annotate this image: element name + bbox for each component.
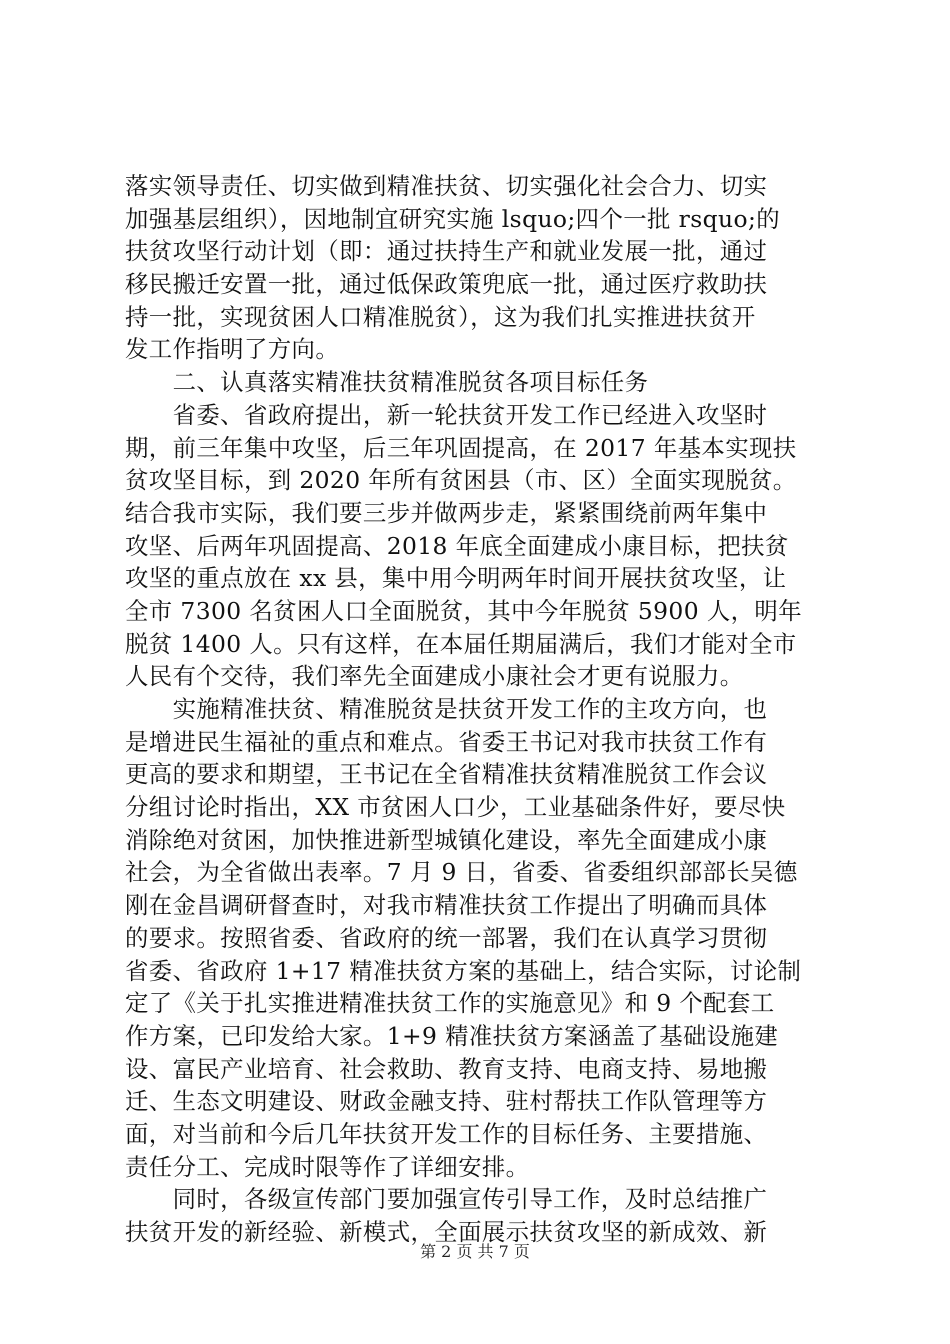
text-line: 扶贫开发的新经验、新模式，全面展示扶贫攻坚的新成效、新 [125,1218,768,1246]
text-line: 同时，各级宣传部门要加强宣传引导工作，及时总结推广 [125,1185,768,1214]
text-line: 实施精准扶贫、精准脱贫是扶贫开发工作的主攻方向，也 [125,695,768,723]
text-line: 发工作指明了方向。 [125,335,340,364]
section-heading: 二、认真落实精准扶贫精准脱贫各项目标任务 [125,368,649,397]
text-line: 扶贫攻坚行动计划（即：通过扶持生产和就业发展一批，通过 [125,237,768,266]
text-line: 持一批，实现贫困人口精准脱贫），这为我们扎实推进扶贫开 [125,302,756,331]
page-number-footer: 第 2 页 共 7 页 [420,1242,530,1261]
text-line: 社会，为全省做出表率。7 月 9 日，省委、省委组织部部长吴德 [125,858,798,887]
text-line: 迁、生态文明建设、财政金融支持、驻村帮扶工作队管理等方 [125,1087,768,1116]
text-line: 作方案，已印发给大家。1+9 精准扶贫方案涵盖了基础设施建 [125,1021,779,1050]
text-line: 贫攻坚目标，到 2020 年所有贫困县（市、区）全面实现脱贫。 [125,466,797,495]
body-text [125,170,825,1249]
text-line: 脱贫 1400 人。只有这样，在本届任期届满后，我们才能对全市 [125,629,797,658]
text-line: 消除绝对贫困，加快推进新型城镇化建设，率先全面建成小康 [125,825,768,854]
text-line: 的要求。按照省委、省政府的统一部署，我们在认真学习贯彻 [125,923,768,952]
text-line: 是增进民生福祉的重点和难点。省委王书记对我市扶贫工作有 [125,727,768,756]
text-line: 人民有个交待，我们率先全面建成小康社会才更有说服力。 [125,662,744,691]
text-line: 移民搬迁安置一批，通过低保政策兜底一批，通过医疗救助扶 [125,270,768,299]
text-line: 省委、省政府 1+17 精准扶贫方案的基础上，结合实际，讨论制 [125,956,802,985]
text-line: 面，对当前和今后几年扶贫开发工作的目标任务、主要措施、 [125,1119,768,1148]
text-line: 更高的要求和期望，王书记在全省精准扶贫精准脱贫工作会议 [125,760,768,789]
text-line: 落实领导责任、切实做到精准扶贫、切实强化社会合力、切实 [125,172,768,200]
text-line: 加强基层组织），因地制宜研究实施 lsquo;四个一批 rsquo;的 [125,204,781,233]
text-line: 责任分工、完成时限等作了详细安排。 [125,1152,530,1181]
text-line: 攻坚的重点放在 xx 县，集中用今明两年时间开展扶贫攻坚，让 [125,564,787,593]
text-line: 设、富民产业培育、社会救助、教育支持、电商支持、易地搬 [125,1054,768,1083]
text-line: 期，前三年集中攻坚，后三年巩固提高，在 2017 年基本实现扶 [125,433,797,462]
text-line: 结合我市实际，我们要三步并做两步走，紧紧围绕前两年集中 [125,498,768,527]
text-line: 全市 7300 名贫困人口全面脱贫，其中今年脱贫 5900 人，明年 [125,596,802,625]
text-line: 省委、省政府提出，新一轮扶贫开发工作已经进入攻坚时 [125,400,768,429]
text-line: 攻坚、后两年巩固提高、2018 年底全面建成小康目标，把扶贫 [125,531,789,560]
text-line: 分组讨论时指出，XX 市贫困人口少，工业基础条件好，要尽快 [125,793,786,822]
text-line: 定了《关于扎实推进精准扶贫工作的实施意见》和 9 个配套工 [125,989,775,1018]
text-line: 刚在金昌调研督查时，对我市精准扶贫工作提出了明确而具体 [125,891,768,920]
